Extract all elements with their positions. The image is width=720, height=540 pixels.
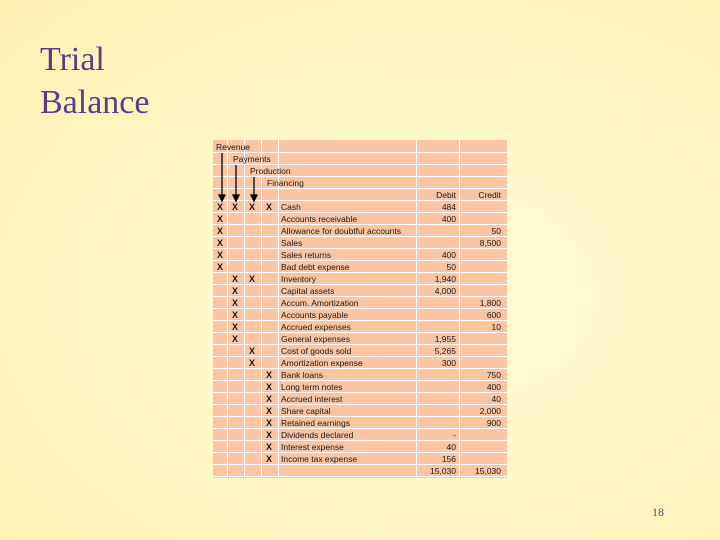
account-name: Share capital — [281, 406, 331, 416]
activity-mark: X — [248, 346, 255, 356]
debit-value: 484 — [441, 202, 456, 212]
account-name: Income tax expense — [281, 454, 358, 464]
payments-label: Payments — [233, 154, 271, 164]
debit-value: 40 — [446, 442, 456, 452]
activity-mark: X — [216, 226, 223, 236]
debit-value: 1,955 — [434, 334, 456, 344]
production-label: Production — [250, 166, 291, 176]
debit-value — [419, 309, 456, 321]
account-name: General expenses — [281, 334, 350, 344]
debit-value: - — [453, 430, 456, 440]
account-name: Inventory — [281, 274, 316, 284]
credit-value: 900 — [486, 418, 501, 428]
debit-value — [419, 393, 456, 405]
account-name: Retained earnings — [281, 418, 350, 428]
debit-value — [419, 369, 456, 381]
credit-value — [463, 201, 501, 213]
activity-mark: X — [265, 370, 272, 380]
activity-mark: X — [248, 202, 255, 212]
debit-value — [419, 297, 456, 309]
credit-value: 600 — [486, 310, 501, 320]
activity-mark: X — [216, 214, 223, 224]
account-name: Accrued expenses — [281, 322, 351, 332]
credit-total: 15,030 — [475, 466, 501, 476]
debit-total: 15,030 — [430, 466, 456, 476]
trial-balance-sheet — [213, 140, 507, 478]
account-name: Accounts payable — [281, 310, 349, 320]
account-name: Accum. Amortization — [281, 298, 359, 308]
account-name: Amortization expense — [281, 358, 363, 368]
account-name: Interest expense — [281, 442, 344, 452]
debit-value: 400 — [441, 214, 456, 224]
account-name: Dividends declared — [281, 430, 354, 440]
credit-header: Credit — [478, 190, 501, 200]
credit-value — [463, 357, 501, 369]
credit-value — [463, 441, 501, 453]
credit-value: 10 — [491, 322, 501, 332]
activity-mark: X — [216, 262, 223, 272]
activity-mark: X — [265, 406, 272, 416]
debit-value: 5,265 — [434, 346, 456, 356]
credit-value — [463, 333, 501, 345]
debit-value: 50 — [446, 262, 456, 272]
activity-mark: X — [248, 274, 255, 284]
activity-mark: X — [231, 274, 238, 284]
activity-mark: X — [216, 202, 223, 212]
credit-value — [463, 213, 501, 225]
debit-value — [419, 381, 456, 393]
account-name: Cash — [281, 202, 301, 212]
debit-value — [419, 321, 456, 333]
account-name: Capital assets — [281, 286, 335, 296]
title-line-2: Balance — [40, 84, 150, 121]
debit-header: Debit — [436, 190, 456, 200]
debit-value — [419, 405, 456, 417]
account-name: Bank loans — [281, 370, 324, 380]
debit-value: 400 — [441, 250, 456, 260]
debit-value: 4,000 — [434, 286, 456, 296]
credit-value — [463, 285, 501, 297]
credit-value — [463, 249, 501, 261]
financing-label: Financing — [267, 178, 304, 188]
account-name: Bad debt expense — [281, 262, 350, 272]
credit-value: 8,500 — [479, 238, 501, 248]
slide-title — [40, 38, 340, 124]
account-name: Sales — [281, 238, 303, 248]
debit-value — [419, 237, 456, 249]
account-name: Accrued interest — [281, 394, 343, 404]
credit-value: 750 — [486, 370, 501, 380]
activity-mark: X — [265, 442, 272, 452]
activity-mark: X — [265, 202, 272, 212]
activity-mark: X — [265, 430, 272, 440]
credit-value: 2,000 — [479, 406, 501, 416]
credit-value: 400 — [486, 382, 501, 392]
activity-mark: X — [265, 418, 272, 428]
revenue-label: Revenue — [216, 142, 251, 152]
credit-value — [463, 453, 501, 465]
activity-mark: X — [265, 382, 272, 392]
debit-value: 1,940 — [434, 274, 456, 284]
activity-mark: X — [248, 358, 255, 368]
activity-mark: X — [231, 286, 238, 296]
credit-value: 40 — [491, 394, 501, 404]
account-name: Allowance for doubtful accounts — [281, 226, 402, 236]
credit-value — [463, 273, 501, 285]
credit-value: 1,800 — [479, 298, 501, 308]
credit-value: 50 — [491, 226, 501, 236]
credit-value — [463, 429, 501, 441]
activity-mark: X — [231, 322, 238, 332]
account-name: Cost of goods sold — [281, 346, 352, 356]
debit-value — [419, 417, 456, 429]
activity-mark: X — [231, 310, 238, 320]
activity-mark: X — [216, 250, 223, 260]
activity-mark: X — [231, 334, 238, 344]
activity-mark: X — [231, 298, 238, 308]
activity-mark: X — [265, 394, 272, 404]
credit-value — [463, 345, 501, 357]
credit-value — [463, 261, 501, 273]
account-name: Long term notes — [281, 382, 343, 392]
page-number: 18 — [652, 505, 664, 519]
activity-mark: X — [216, 238, 223, 248]
activity-mark: X — [265, 454, 272, 464]
activity-arrows — [213, 140, 283, 206]
activity-mark: X — [231, 202, 238, 212]
account-name: Accounts receivable — [281, 214, 358, 224]
account-name: Sales returns — [281, 250, 332, 260]
debit-value: 156 — [441, 454, 456, 464]
title-line-1: Trial — [40, 41, 105, 78]
debit-value — [419, 225, 456, 237]
debit-value: 300 — [441, 358, 456, 368]
